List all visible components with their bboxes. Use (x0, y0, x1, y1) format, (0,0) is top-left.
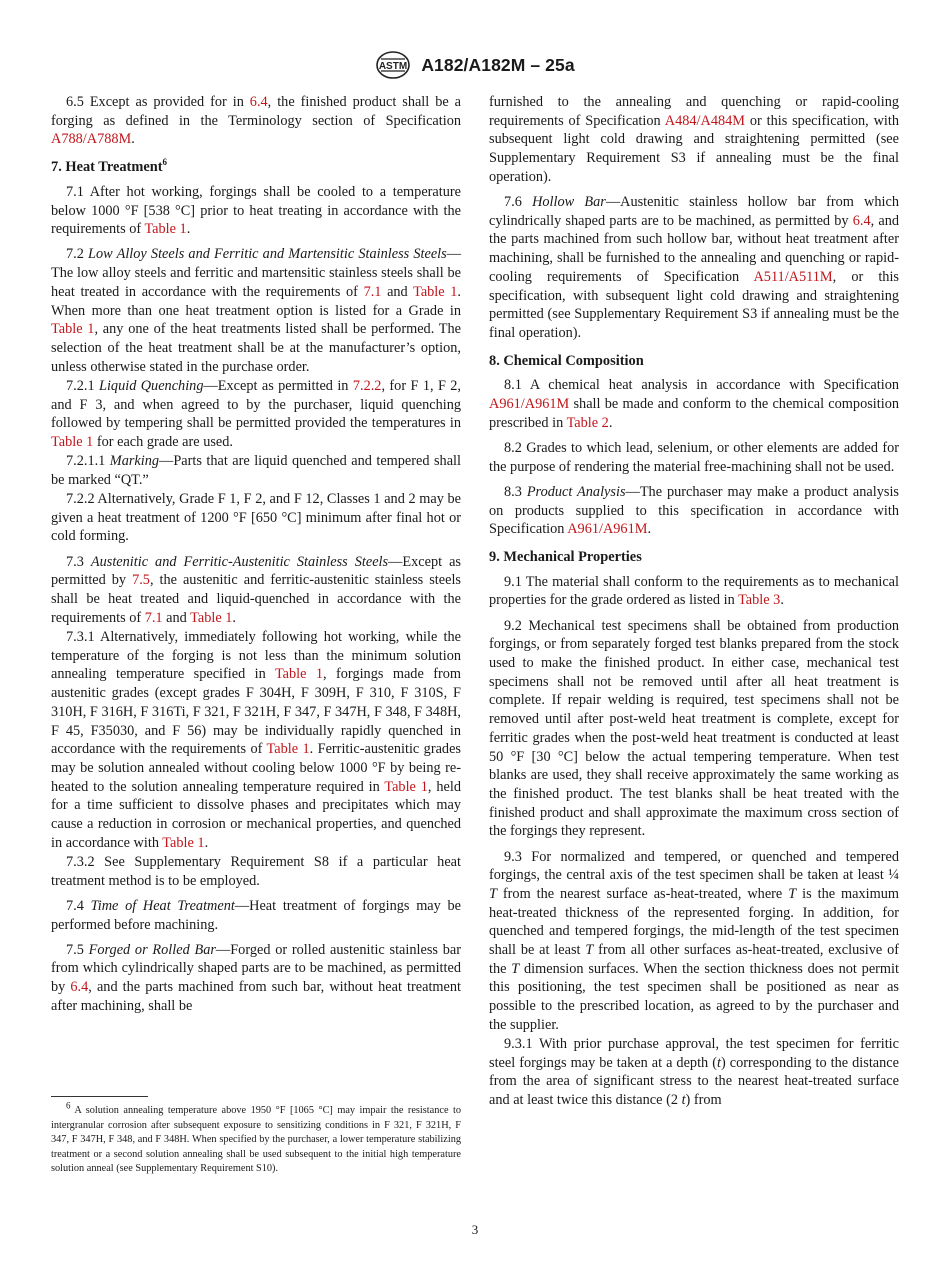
ref-link[interactable]: Table 2 (566, 414, 609, 431)
paragraph-7-2-2: 7.2.2 Alternatively, Grade F 1, F 2, and F 12, Classes 1 and 2 may be given a heat treatment of 1200 °F [650 °C] minimum after final hot or cold forming. (51, 491, 461, 545)
paragraph-7-2: 7.2 Low Alloy Steels and Ferritic and Martensitic Stainless Steels—The low alloy steels and ferritic and martensitic stainless steels shall be heat treated in accordance with the requirements of 7.1 and Table 1. When more than one heat treatment option is listed for a Grade in Table 1, any one of the heat treatments listed shall be performed. The selection of the heat treatment shall be at the manufacturer’s option, unless otherwise stated in the purchase order. (51, 246, 461, 375)
paragraph-7-4: 7.4 Time of Heat Treatment—Heat treatment of forgings may be performed before machining. (51, 897, 461, 933)
footnote-divider (51, 1096, 148, 1097)
ref-link[interactable]: Table 3 (738, 592, 781, 609)
paragraph-7-2-1: 7.2.1 Liquid Quenching—Except as permitted in 7.2.2, for F 1, F 2, and F 3, and when agreed to by the purchaser, liquid quenching followed by tempering shall be permitted provided the temperatures in Table 1 for each grade are used. (51, 377, 462, 450)
ref-link[interactable]: 6.4 (852, 212, 871, 229)
section-heading-8: 8. Chemical Composition (489, 352, 644, 369)
paragraph-8-3: 8.3 Product Analysis—The purchaser may make a product analysis on products supplied to this specification in accordance with Specification A961/A961M. (489, 483, 899, 538)
ref-link[interactable]: 6.4 (70, 979, 89, 996)
paragraph-7-6: 7.6 Hollow Bar—Austenitic stainless hollow bar from which cylindrically shaped parts are to be machined, as permitted by 6.4, and the parts machined from such hollow bar, without heat treatment after machining, shall be furnished to the annealing and quenching or rapid-cooling requirements of Specification A511/A511M, or this specification, with subsequent light cold drawing and straightening permitted (see Supplementary Requirement S3 if annealing must be the final operation). (489, 194, 900, 341)
paragraph-9-1: 9.1 The material shall conform to the requirements as to mechanical properties for the grade ordered as listed in Table 3. (489, 573, 899, 609)
ref-link[interactable]: 7.5 (132, 572, 150, 589)
left-column (51, 93, 461, 1022)
astm-logo-icon (375, 50, 411, 80)
ref-link[interactable]: A961/A961M (489, 396, 570, 413)
ref-link[interactable]: A788/A788M (51, 131, 132, 148)
footnote-6: $^6$ A solution annealing temperature above 1950 °F [1065 °C] may impair the resistance to intergranular corrosion after subsequent exposure to sensitizing conditions in F 321, F 321H, F 347, F 347H, F 348, and F 348H. When specified by the purchaser, a lower temperature stabilizing treatment or a second solution annealing shall be used subsequent to the initial high temperature solution anneal (see Supplementary Requirement S10). (51, 1100, 461, 1175)
page-header (0, 50, 950, 80)
paragraph-7-3-1: 7.3.1 Alternatively, immediately following hot working, while the temperature of the forging is not less than the minimum solution annealing temperature specified in Table 1, forgings made from austenitic grades (except grades F 304H, F 309H, F 310, F 310S, F 310H, F 316H, F 316Ti, F 321, F 321H, F 347, F 347H, F 348, F 348H, F 45, F35030, and F 56) may be individually rapidly quenched in accordance with the requirements of Table 1. Ferritic-austenitic grades may be solution annealed without cooling below 1000 °F by being re-heated to the solution annealing temperature required in Table 1, held for a time sufficient to dissolve phases and precipitates which may cause a reduction in corrosion or mechanical properties, and quenched in accordance with Table 1. (51, 628, 461, 851)
ref-link[interactable]: Table 1 (51, 321, 95, 338)
paragraph-7-2-1-1: 7.2.1.1 Marking—Parts that are liquid quenched and tempered shall be marked “QT.” (51, 453, 461, 488)
ref-link[interactable]: 7.1 (363, 283, 382, 300)
ref-link[interactable]: Table 1 (413, 283, 458, 300)
ref-link[interactable]: Table 1 (190, 609, 233, 626)
ref-link[interactable]: A961/A961M (567, 521, 648, 538)
document-designation: A182/A182M – 25a (421, 54, 575, 75)
paragraph-9-3: 9.3 For normalized and tempered, or quenched and tempered forgings, the central axis of the test specimen shall be taken at least ¼ T from the nearest surface as-heat-treated, where T is the maximum heat-treated thickness of the represented forging. In addition, for quenched and tempered forgings, the mid-length of the test specimen shall be at least T from all other surfaces as-heat-treated, exclusive of the T dimension surfaces. When the section thickness does not permit this positioning, the test specimen shall be positioned as near as possible to the prescribed location, as agreed to by the purchaser and the supplier. (489, 848, 900, 1033)
ref-link[interactable]: Table 1 (144, 221, 187, 238)
svg-text:ASTM: ASTM (379, 61, 408, 72)
ref-link[interactable]: A484/A484M (664, 112, 745, 129)
paragraph-7-5: 7.5 Forged or Rolled Bar—Forged or rolled austenitic stainless bar from which cylindrically shaped parts are to be machined, as permitted by 6.4, and the parts machined from such bar, without heat treatment after machining, shall be (51, 941, 462, 1014)
ref-link[interactable]: 6.4 (249, 94, 268, 110)
ref-link[interactable]: Table 1 (51, 433, 94, 450)
paragraph-7-5-continued: furnished to the annealing and quenching or rapid-cooling requirements of Specification A484/A484M or this specification, with subsequent light cold drawing and straightening permitted (see Supplementary Requirement S3 if annealing must be the final operation). (489, 94, 899, 185)
section-heading-7: 7. Heat Treatment$^6$ (51, 157, 167, 176)
paragraph-8-1: 8.1 A chemical heat analysis in accordance with Specification A961/A961M shall be made and conform to the chemical composition prescribed in Table 2. (489, 377, 899, 431)
section-heading-9: 9. Mechanical Properties (489, 548, 642, 565)
paragraph-7-3: 7.3 Austenitic and Ferritic-Austenitic Stainless Steels—Except as permitted by 7.5, the austenitic and ferritic-austenitic stainless steels shall be heat treated and liquid-quenched in accordance with the requirements of 7.1 and Table 1. (51, 553, 461, 626)
right-column (489, 93, 899, 1116)
paragraph-9-3-1: 9.3.1 With prior purchase approval, the test specimen for ferritic steel forgings may be taken at a depth (t) corresponding to the distance from the area of significant stress to the nearest heat-treated surface and at least twice this distance (2 t) from (489, 1036, 899, 1109)
ref-link[interactable]: Table 1 (384, 778, 428, 795)
ref-link[interactable]: Table 1 (162, 834, 205, 851)
paragraph-6-5: 6.5 Except as provided for in 6.4, the finished product shall be a forging as defined in the Terminology section of Specification A788/A788M. (51, 94, 461, 148)
footnote-ref: 6 (162, 157, 167, 168)
ref-link[interactable]: Table 1 (266, 741, 310, 758)
paragraph-8-2: 8.2 Grades to which lead, selenium, or other elements are added for the purpose of rendering the material free-machining shall not be used. (489, 439, 899, 475)
page-number: 3 (471, 1222, 479, 1237)
ref-link[interactable]: 7.2.2 (352, 377, 382, 394)
paragraph-7-1: 7.1 After hot working, forgings shall be cooled to a temperature below 1000 °F [538 °C] prior to heat treating in accordance with the requirements of Table 1. (51, 183, 461, 238)
ref-link[interactable]: 7.1 (144, 609, 163, 626)
ref-link[interactable]: Table 1 (274, 666, 324, 683)
paragraph-7-3-2: 7.3.2 See Supplementary Requirement S8 if a particular heat treatment method is to be employed. (51, 853, 461, 889)
ref-link[interactable]: A511/A511M (753, 268, 833, 285)
paragraph-9-2: 9.2 Mechanical test specimens shall be obtained from production forgings, or from separately forged test blanks prepared from the stock used to make the finished product. In either case, mechanical test specimens shall not be removed until after all heat treatment is complete. If repair welding is required, test specimens shall not be removed until after post-weld heat treatment is complete, except for ferritic grades when the post-weld heat treatment is conducted at least 50 °F [30 °C] below the actual tempering temperature. When test blanks are used, they shall receive approximately the same working as the finished product. The test blanks shall be heat treated with the finished product and shall approximate the maximum cross section of the forgings they represent. (489, 617, 899, 840)
